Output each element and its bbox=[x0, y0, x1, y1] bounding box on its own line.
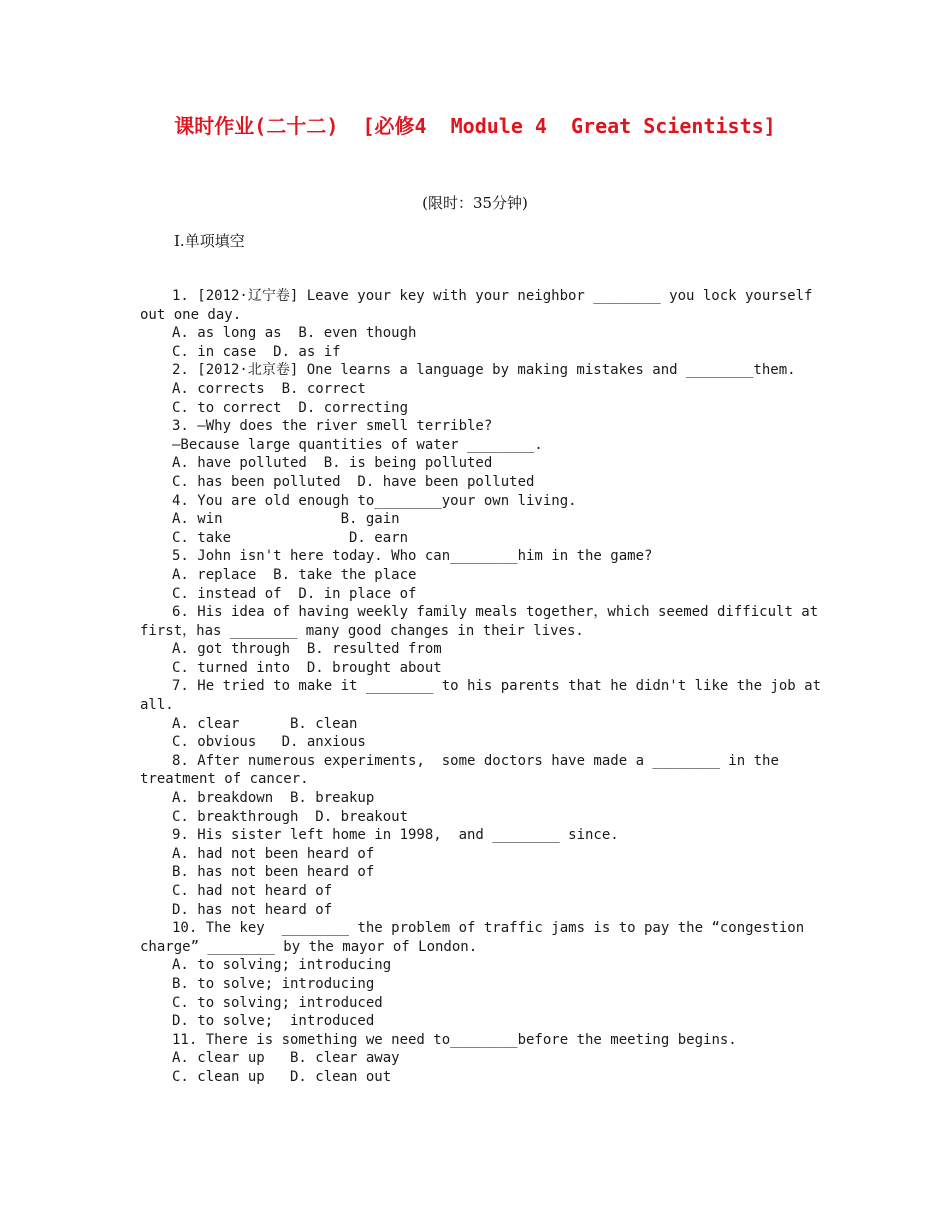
text-line: 6. His idea of having weekly family meals together，which seemed difficult at bbox=[172, 604, 819, 621]
text-line: D. to solve; introduced bbox=[172, 1013, 375, 1030]
text-line: D. has not heard of bbox=[172, 901, 333, 918]
text-line: out one day. bbox=[140, 306, 242, 323]
text-line: all. bbox=[140, 697, 174, 714]
question-list bbox=[140, 287, 820, 1087]
text-line: 4. You are old enough to________your own living. bbox=[172, 492, 577, 509]
text-line: 10. The key ________ the problem of traffic jams is to pay the “congestion bbox=[172, 920, 805, 937]
section-heading: Ⅰ.单项填空 bbox=[174, 232, 245, 250]
text-line: 3. —Why does the river smell terrible? bbox=[172, 418, 493, 435]
text-line: C. has been polluted D. have been polluted bbox=[172, 473, 535, 490]
text-line: 7. He tried to make it ________ to his parents that he didn't like the job at bbox=[172, 678, 822, 695]
text-line: B. to solve; introducing bbox=[172, 975, 375, 992]
text-line: 1. [2012·辽宁卷] Leave your key with your neighbor ________ you lock yourself bbox=[172, 288, 813, 304]
text-line: C. clean up D. clean out bbox=[172, 1068, 392, 1085]
text-line: 9. His sister left home in 1998, and ________ since. bbox=[172, 827, 619, 844]
text-line: C. to solving; introduced bbox=[172, 994, 383, 1011]
text-line: C. had not heard of bbox=[172, 883, 333, 899]
text-line: —Because large quantities of water ________. bbox=[172, 436, 543, 453]
text-line: A. clear B. clean bbox=[172, 715, 358, 732]
text-line: C. take D. earn bbox=[172, 529, 409, 546]
text-line: A. corrects B. correct bbox=[172, 380, 366, 397]
page-title: 课时作业(二十二) [必修4 Module 4 Great Scientists] bbox=[174, 114, 776, 138]
text-line: B. has not been heard of bbox=[172, 864, 375, 881]
text-line: A. got through B. resulted from bbox=[172, 641, 442, 658]
time-limit: (限时：35分钟) bbox=[422, 194, 528, 212]
text-line: A. to solving; introducing bbox=[172, 957, 392, 974]
text-line: A. as long as B. even though bbox=[172, 325, 417, 342]
text-line: C. obvious D. anxious bbox=[172, 734, 366, 751]
text-line: A. had not been heard of bbox=[172, 845, 375, 862]
text-line: first，has ________ many good changes in their lives. bbox=[140, 622, 584, 639]
text-line: A. replace B. take the place bbox=[172, 566, 417, 583]
text-line: 5. John isn't here today. Who can________him in the game? bbox=[172, 548, 653, 565]
text-line: C. to correct D. correcting bbox=[172, 399, 409, 416]
text-line: C. in case D. as if bbox=[172, 343, 341, 360]
text-line: C. breakthrough D. breakout bbox=[172, 808, 409, 825]
text-line: A. win B. gain bbox=[172, 511, 400, 528]
text-line: A. clear up B. clear away bbox=[172, 1050, 400, 1067]
text-line: C. turned into D. brought about bbox=[172, 659, 442, 676]
text-line: A. have polluted B. is being polluted bbox=[172, 455, 493, 472]
text-line: 11. There is something we need to________before the meeting begins. bbox=[172, 1031, 737, 1048]
text-line: 2. [2012·北京卷] One learns a language by making mistakes and ________them. bbox=[172, 362, 796, 379]
text-line: charge” ________ by the mayor of London. bbox=[140, 938, 478, 955]
text-line: A. breakdown B. breakup bbox=[172, 790, 375, 807]
text-line: 8. After numerous experiments, some doctors have made a ________ in the bbox=[172, 752, 779, 769]
text-line: treatment of cancer. bbox=[140, 771, 309, 788]
text-line: C. instead of D. in place of bbox=[172, 585, 417, 602]
